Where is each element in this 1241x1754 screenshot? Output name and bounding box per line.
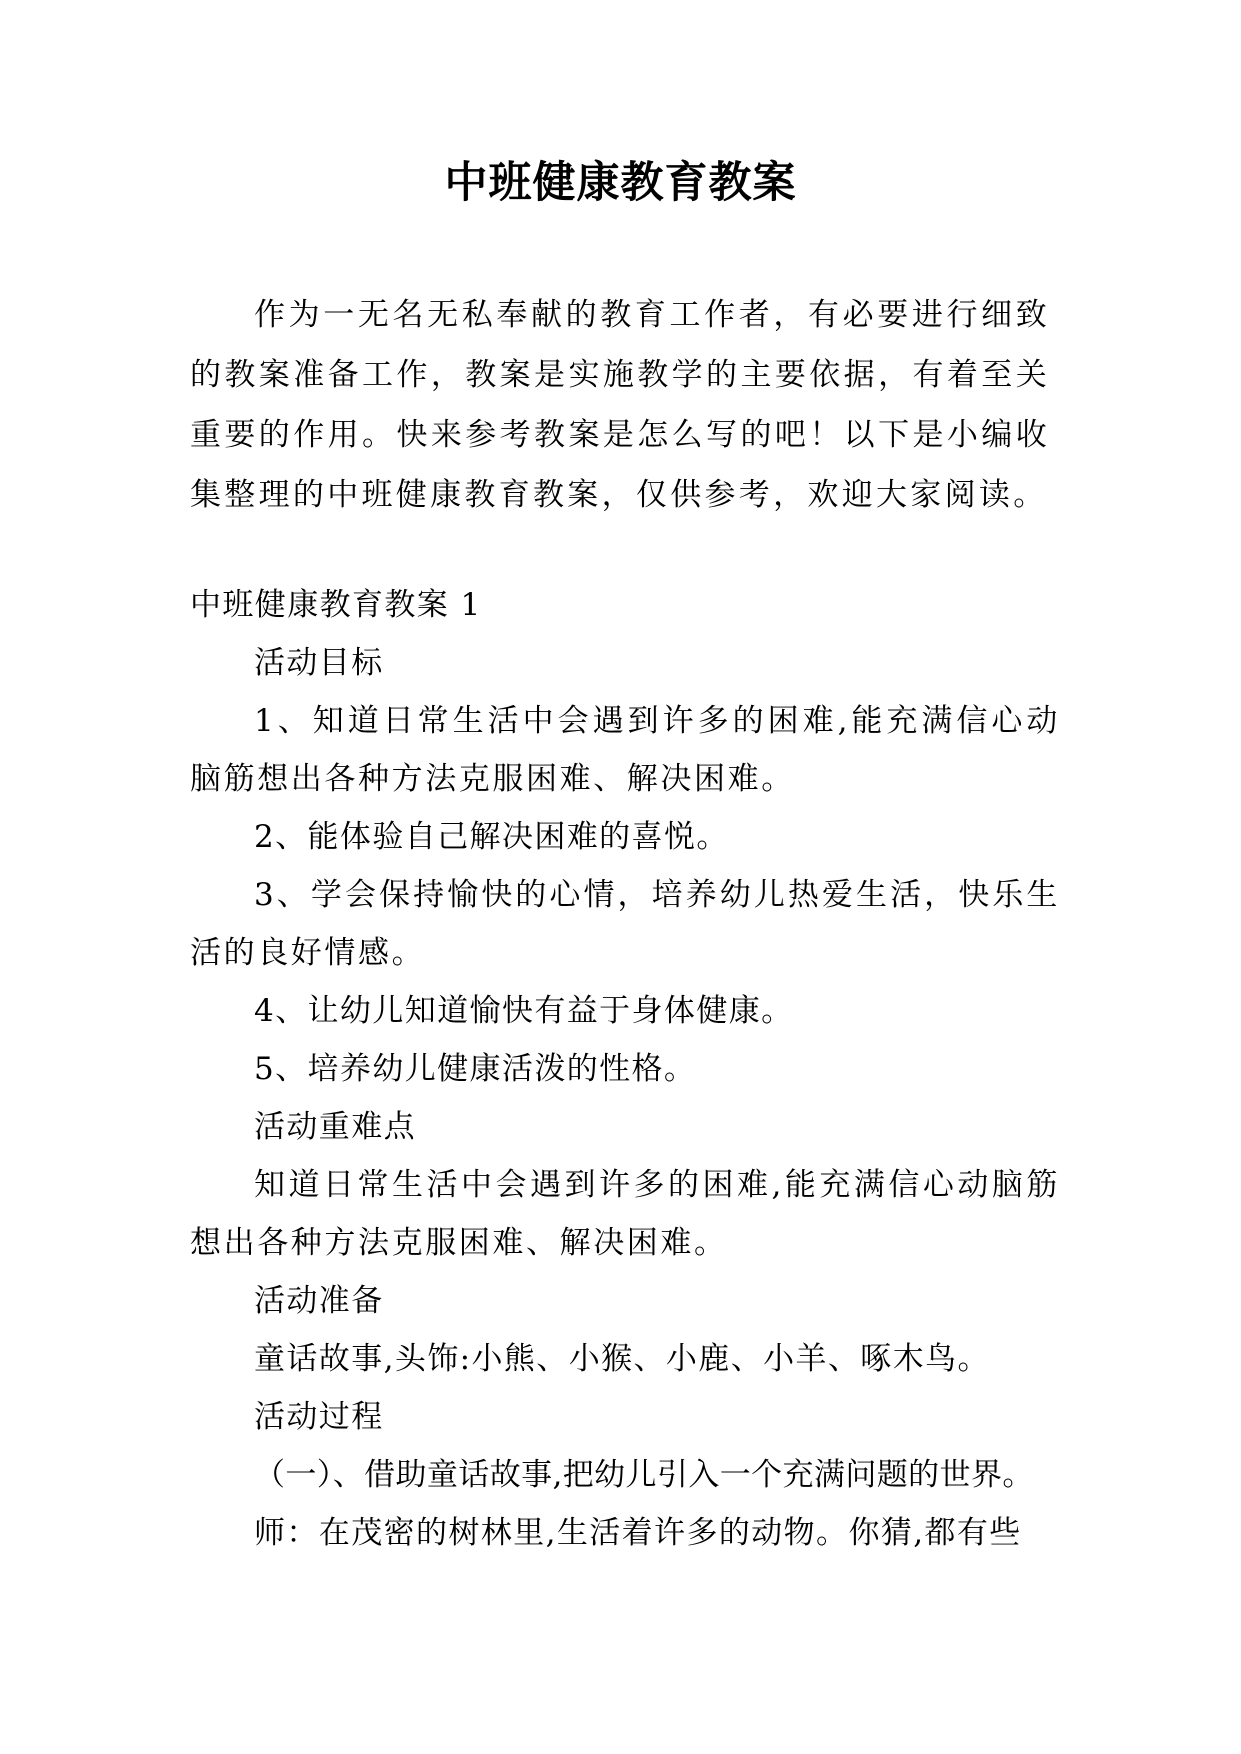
subheading-process: 活动过程 — [254, 1399, 384, 1435]
teacher-dialogue: 师：在茂密的树林里,生活着许多的动物。你猜,都有些 — [254, 1515, 1022, 1551]
document-title: 中班健康教育教案 — [444, 158, 797, 208]
key-points-text: 知道日常生活中会遇到许多的困难,能充满信心动脑筋想出各种方法克服困难、解决困难。 — [190, 1167, 1060, 1261]
preparation-text: 童话故事,头饰:小熊、小猴、小鹿、小羊、啄木鸟。 — [254, 1341, 990, 1377]
subheading-preparation: 活动准备 — [254, 1283, 384, 1319]
goal-item-3: 3、学会保持愉快的心情，培养幼儿热爱生活，快乐生活的良好情感。 — [190, 877, 1060, 971]
goal-item-2: 2、能体验自己解决困难的喜悦。 — [254, 819, 729, 855]
goal-item-1: 1、知道日常生活中会遇到许多的困难,能充满信心动脑筋想出各种方法克服困难、解决困难。 — [190, 703, 1060, 797]
goal-item-4: 4、让幼儿知道愉快有益于身体健康。 — [254, 993, 794, 1029]
process-step-1: （一）、借助童话故事,把幼儿引入一个充满问题的世界。 — [254, 1457, 1034, 1493]
lesson-plan-body — [190, 576, 1060, 1562]
goal-item-5: 5、培养幼儿健康活泼的性格。 — [254, 1051, 697, 1087]
subheading-activity-goals: 活动目标 — [254, 645, 384, 681]
subheading-key-points: 活动重难点 — [254, 1109, 416, 1145]
section-heading: 中班健康教育教案 1 — [190, 587, 482, 623]
intro-paragraph: 作为一无名无私奉献的教育工作者，有必要进行细致的教案准备工作，教案是实施教学的主要依据，有着至关重要的作用。快来参考教案是怎么写的吧！以下是小编收集整理的中班健康教育教案，仅供参考，欢迎大家阅读。 — [190, 297, 1050, 513]
